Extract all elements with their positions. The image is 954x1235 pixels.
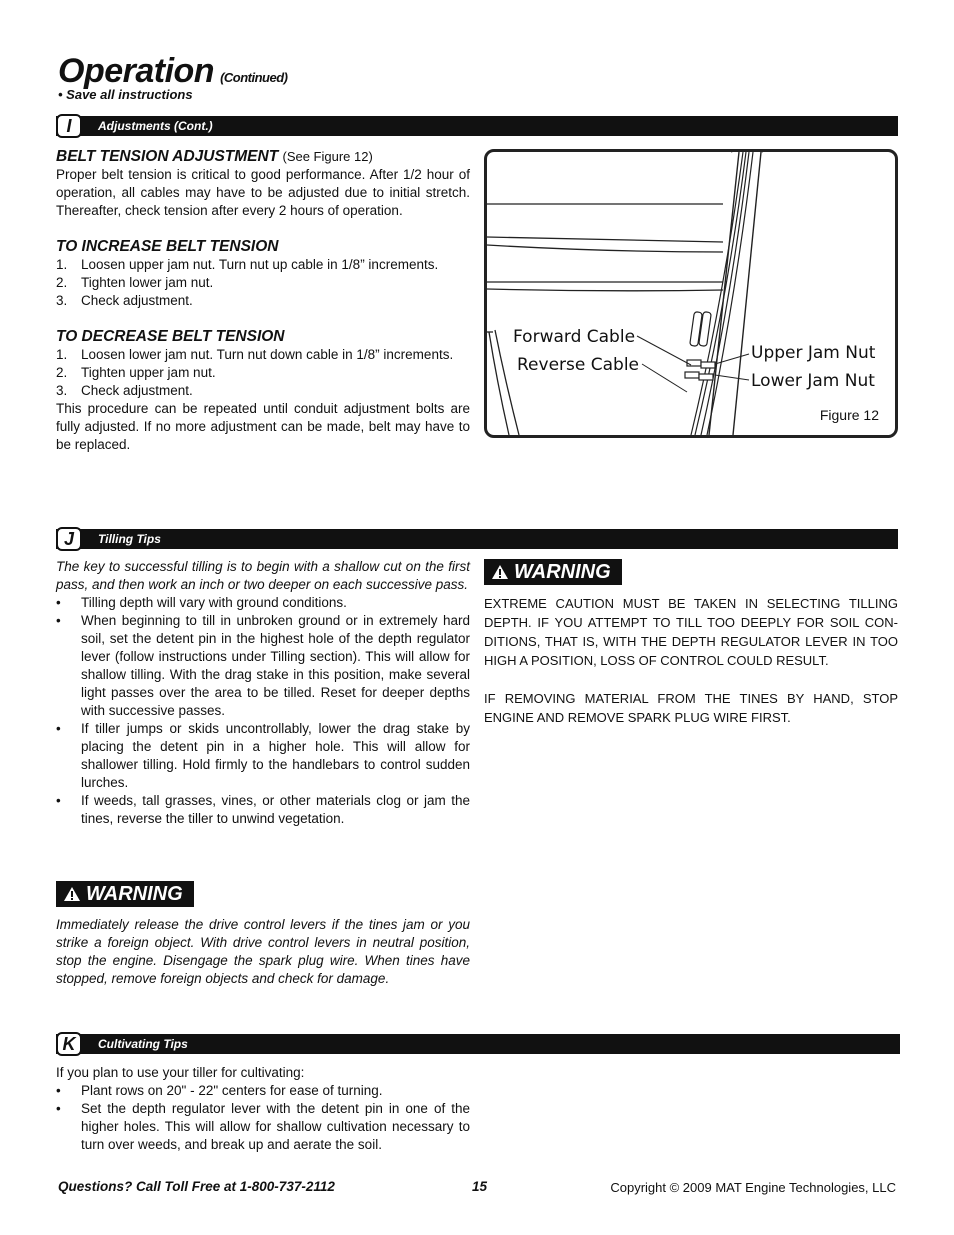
warning-text-left: Immediately release the drive control levers if the tines jam or you strike a foreign object. With drive control levers in neutral position, stop the engine. Disengage the spark plug wire. When tines have stopped, remove foreign objects and check for damage. [56, 917, 470, 986]
belt-tension-paragraph: Proper belt tension is critical to good performance. After 1/2 hour of operation, all cables may have to be adjusted due to initial stretch. Thereafter, check tension after every 2 hours of operation. [56, 167, 470, 218]
step-number: 3. [56, 293, 68, 308]
list-item [56, 792, 470, 828]
bullet-text: If tiller jumps or skids uncontrollably, lower the drag stake by placing the detent pin in a higher hole. This will allow for shallower tilling. Hold firmly to the handlebars to control sudden lurches. [81, 721, 470, 790]
forward-cable-label: Forward Cable [513, 327, 636, 347]
step-text: Check adjustment. [81, 293, 193, 308]
section-title-k: Cultivating Tips [98, 1037, 188, 1051]
warning-banner-right [484, 559, 622, 585]
figure-12 [484, 149, 898, 438]
figure-caption: Figure 12 [819, 407, 879, 423]
cultivating-bullets [56, 1082, 470, 1154]
list-item [56, 720, 470, 792]
cable-illustration [487, 152, 895, 435]
step-text: Tighten upper jam nut. [81, 365, 216, 380]
belt-heading-text: BELT TENSION ADJUSTMENT [56, 148, 279, 165]
section-letter-i: I [56, 114, 82, 138]
warning-banner-left [56, 881, 194, 907]
step-number: 1. [56, 347, 68, 362]
list-item [56, 594, 470, 612]
step-number: 1. [56, 257, 68, 272]
list-item [56, 364, 470, 382]
warning-text-right [484, 594, 898, 727]
step-number: 2. [56, 275, 68, 290]
step-number: 3. [56, 383, 68, 398]
closing-paragraph: This procedure can be repeated until conduit adjustment bolts are fully adjusted. If no more adjustment can be made, belt may have to be replaced. [56, 401, 470, 452]
section-bar-k [56, 1034, 900, 1054]
bullet-text: If weeds, tall grasses, vines, or other materials clog or jam the tines, reverse the tiller to unwind vegetation. [81, 793, 470, 826]
page-title [58, 52, 288, 91]
step-number: 2. [56, 365, 68, 380]
increase-heading: TO INCREASE BELT TENSION [56, 238, 279, 255]
bullet-text: Plant rows on 20" - 22" centers for ease of turning. [81, 1083, 383, 1098]
warning-paragraph-1: EXTREME CAUTION MUST BE TAKEN IN SELECTING TILLING DEPTH. IF YOU ATTEMPT TO TILL TOO DEEPLY FOR SOIL CON-DITIONS, THAT IS, WITH THE DEPTH REGULATOR LEVER IN TOO HIGH A POSITION, LOSS OF CONTROL COULD RESULT. [484, 596, 898, 668]
decrease-heading: TO DECREASE BELT TENSION [56, 328, 285, 345]
bullet-icon: • [56, 613, 61, 628]
warning-label: WARNING [86, 883, 183, 905]
cultivating-tips-column [56, 1064, 470, 1154]
step-text: Tighten lower jam nut. [81, 275, 214, 290]
section-bar-j [56, 529, 898, 549]
section-bar-i [56, 116, 898, 136]
list-item [56, 346, 470, 364]
figure-reference: (See Figure 12) [282, 149, 373, 164]
step-text: Loosen upper jam nut. Turn nut up cable in 1/8” increments. [81, 257, 439, 272]
warning-paragraph-2: IF REMOVING MATERIAL FROM THE TINES BY HAND, STOP ENGINE AND REMOVE SPARK PLUG WIRE FIRST. [484, 691, 898, 725]
step-text: Loosen lower jam nut. Turn nut down cable in 1/8” increments. [81, 347, 454, 362]
list-item [56, 292, 470, 310]
step-text: Check adjustment. [81, 383, 193, 398]
list-item [56, 1100, 470, 1154]
bullet-icon: • [56, 1101, 61, 1116]
bullet-icon: • [56, 721, 61, 736]
tilling-tips-column [56, 558, 470, 828]
section-letter-k: K [56, 1032, 82, 1056]
increase-steps [56, 256, 470, 310]
tilling-bullets [56, 594, 470, 828]
cultivating-intro: If you plan to use your tiller for cultivating: [56, 1065, 305, 1080]
bullet-text: When beginning to till in unbroken ground or in extremely hard soil, set the detent pin in the highest hole of the depth regulator lever (follow instructions under Tilling section). This will allow for shallow tilling. With the drag stake in this position, make several light passes over the area to be tilled. Reset for deeper depths with successive passes. [81, 613, 470, 718]
warning-label: WARNING [514, 561, 611, 583]
bullet-text: Set the depth regulator lever with the detent pin in one of the higher holes. This will allow for shallow cultivation necessary to turn over weeds, and break up and aerate the soil. [81, 1101, 470, 1152]
tilling-intro: The key to successful tilling is to begin with a shallow cut on the first pass, and then work an inch or two deeper on each successive pass. [56, 559, 470, 592]
bullet-icon: • [56, 1083, 61, 1098]
list-item [56, 274, 470, 292]
section-title-j: Tilling Tips [98, 532, 161, 546]
belt-tension-column [56, 148, 470, 454]
page-title-text: Operation [58, 52, 215, 90]
title-continued: (Continued) [220, 70, 288, 85]
footer-phone: Questions? Call Toll Free at 1-800-737-2112 [58, 1179, 335, 1194]
page-number: 15 [472, 1179, 488, 1194]
bullet-icon: • [56, 595, 61, 610]
footer-copyright: Copyright © 2009 MAT Engine Technologies, LLC [610, 1180, 896, 1195]
belt-tension-heading [56, 148, 470, 166]
reverse-cable-label: Reverse Cable [517, 355, 639, 375]
section-title-i: Adjustments (Cont.) [98, 119, 213, 133]
section-letter-j: J [56, 527, 82, 551]
list-item [56, 1082, 470, 1100]
list-item [56, 612, 470, 720]
lower-jam-nut-label: Lower Jam Nut [751, 371, 875, 391]
page-subtitle: • Save all instructions [58, 87, 193, 102]
warning-icon [63, 886, 81, 902]
bullet-icon: • [56, 793, 61, 808]
bullet-text: Tilling depth will vary with ground conditions. [81, 595, 347, 610]
upper-jam-nut-label: Upper Jam Nut [751, 343, 876, 363]
list-item [56, 382, 470, 400]
list-item [56, 256, 470, 274]
warning-icon [491, 564, 509, 580]
decrease-steps [56, 346, 470, 400]
